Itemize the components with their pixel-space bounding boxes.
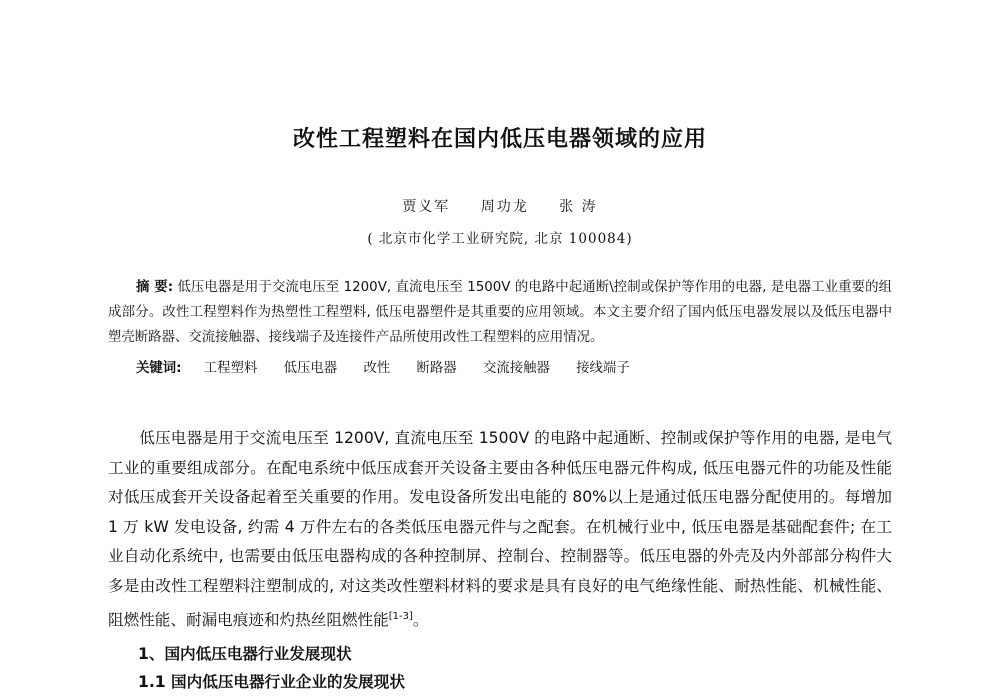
keyword: 工程塑料 [203,361,258,376]
keyword: 接线端子 [576,361,630,376]
section-heading: 1、国内低压电器行业发展现状 [138,645,352,663]
keyword: 断路器 [416,361,457,376]
body-paragraph-text: 低压电器是用于交流电压至 1200V, 直流电压至 1500V 的电路中起通断、控制或保护等作用的电器, 是电气工业的重要组成部分。在配电系统中低压成套开关设备主要由各种低压电器元件构成, 低压电器元件的功能及性能对低压成套开关设备起着至关重要的作用。发电设备所发出电能的 80%以上是通过低压电器分配使用的。每增加 1 万 kW 发电设备, 约需 4 万件左右的各类低压电器元件与之配套。在机械行业中, 低压电器是基础配套件; 在工业自动化系统中, 也需要由低压电器构成的各种控制屏、控制台、控制器等。低压电器的外壳及内外部部分构件大多是由改性工程塑料注塑制成的, 对这类改性塑料材料的要求是具有良好的电气绝缘性能、耐热性能、机械性能、阻燃性能、耐漏电痕迹和灼热丝阻燃性能 [108,429,892,629]
author-list [0,196,1000,216]
keyword: 交流接触器 [482,361,550,376]
keywords [136,357,652,376]
subsection-heading: 1.1 国内低压电器行业企业的发展现状 [138,673,405,691]
author-name: 贾义军 [402,199,451,215]
keywords-label: 关键词: [136,361,182,376]
paper-title: 改性工程塑料在国内低压电器领域的应用 [292,127,707,152]
body-paragraph-end: 。 [412,610,429,629]
author-name: 张 涛 [559,199,598,215]
author-name: 周功龙 [480,199,529,215]
author-affiliation: ( 北京市化学工业研究院, 北京 100084) [367,231,633,247]
abstract-label: 摘 要: [136,280,174,295]
keyword: 改性 [363,361,391,376]
citation-ref[interactable]: [1-3] [388,610,413,622]
abstract-text: 低压电器是用于交流电压至 1200V, 直流电压至 1500V 的电路中起通断\控制或保护等作用的电器, 是电器工业重要的组成部分。改性工程塑料作为热塑性工程塑料, 低压电器塑件是其重要的应用领域。本文主要介绍了国内低压电器发展以及低压电器中塑壳断路器、交流接触器、接线端子及连接件产品所使用改性工程塑料的应用情况。 [108,280,893,345]
keyword: 低压电器 [283,361,338,376]
body-paragraph [108,424,892,635]
abstract [108,275,892,350]
